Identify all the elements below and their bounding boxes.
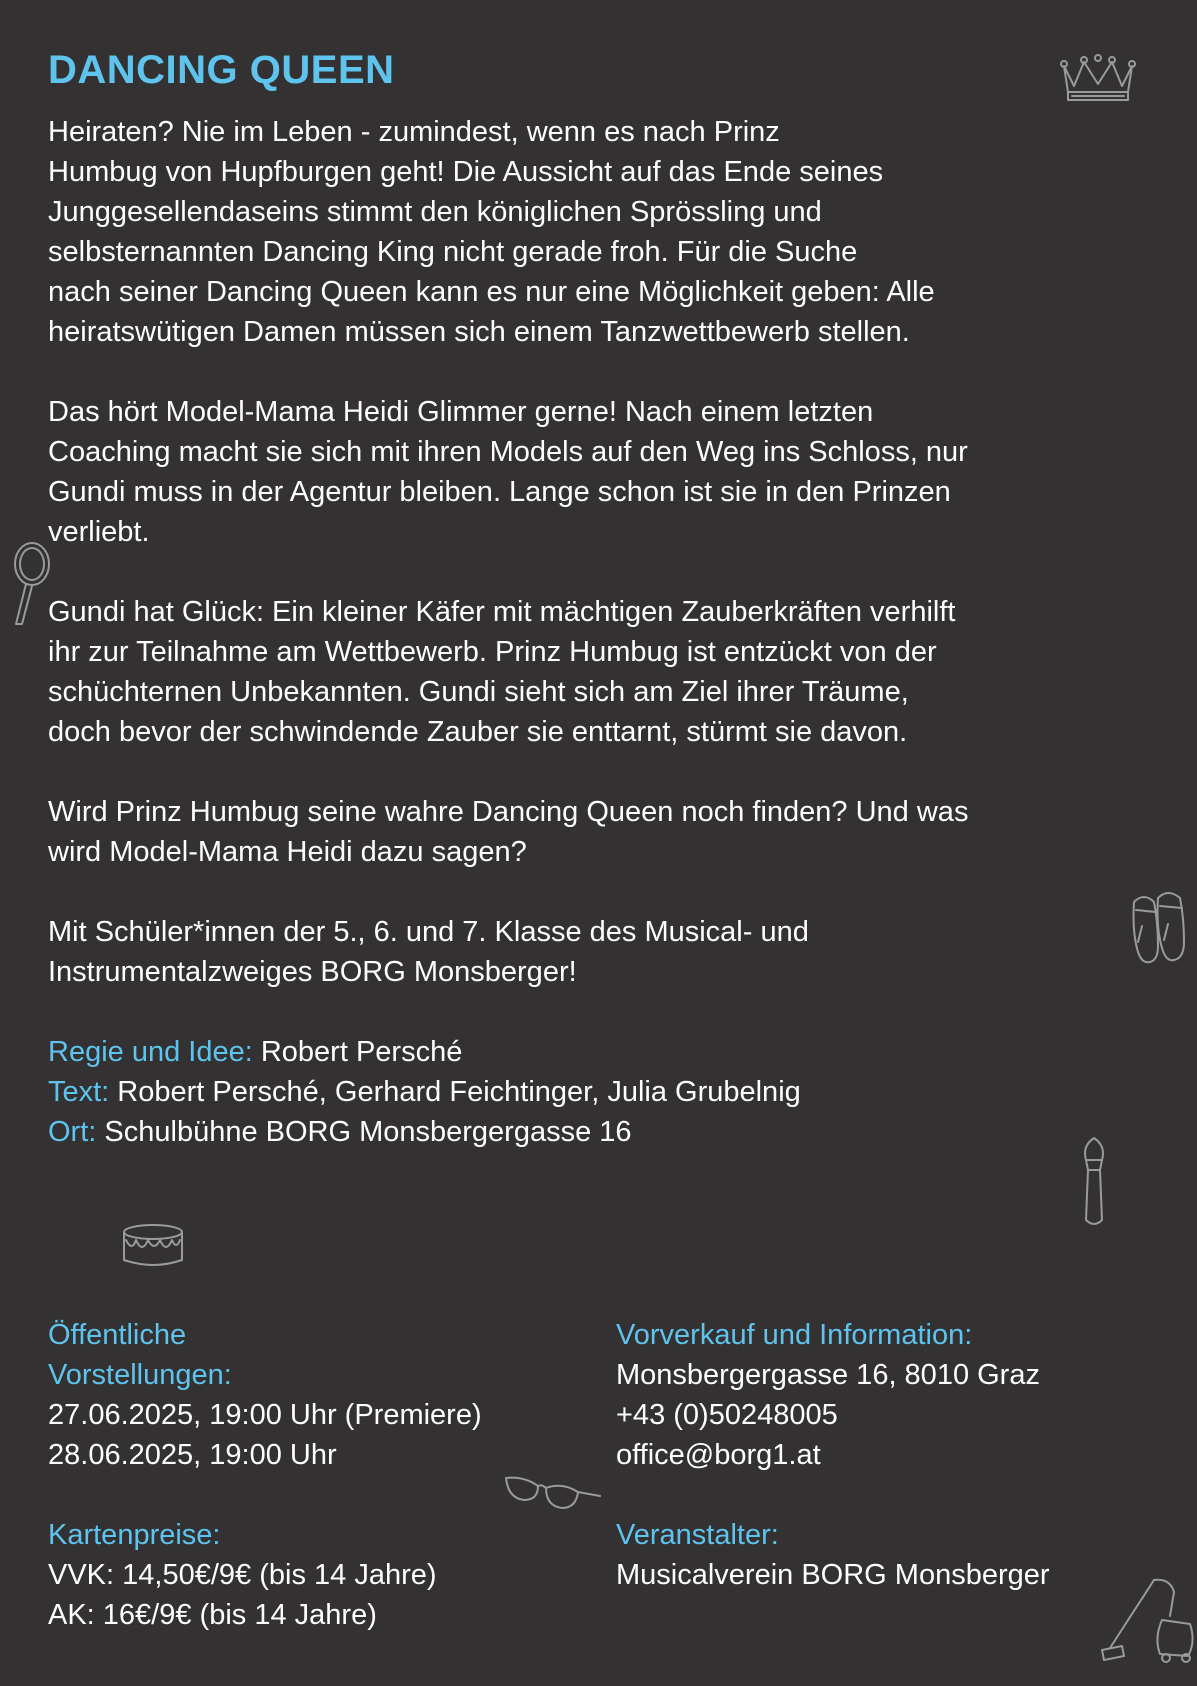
text-line: Instrumentalzweiges BORG Monsberger! bbox=[48, 956, 577, 988]
prices-heading: Kartenpreise: bbox=[48, 1519, 221, 1551]
text-line: Heiraten? Nie im Leben - zumindest, wenn es nach Prinz bbox=[48, 116, 780, 148]
credit-value: Robert Persché bbox=[252, 1036, 463, 1068]
text-line: Gundi muss in der Agentur bleiben. Lange schon ist sie in den Prinzen bbox=[48, 476, 951, 508]
text-line: heiratswütigen Damen müssen sich einem Tanzwettbewerb stellen. bbox=[48, 316, 910, 348]
text-line: Junggesellendaseins stimmt den königlichen Sprössling und bbox=[48, 196, 822, 228]
synopsis-paragraph bbox=[48, 392, 1158, 552]
text-line: schüchternen Unbekannten. Gundi sieht sich am Ziel ihrer Träume, bbox=[48, 676, 909, 708]
performances-heading: Vorstellungen: bbox=[48, 1359, 232, 1391]
credits bbox=[48, 1032, 1158, 1152]
performances-section bbox=[48, 1315, 482, 1475]
info-section bbox=[616, 1315, 1040, 1475]
credit-label: Regie und Idee: bbox=[48, 1036, 253, 1068]
credit-label: Ort: bbox=[48, 1116, 97, 1148]
performance-date: 27.06.2025, 19:00 Uhr (Premiere) bbox=[48, 1399, 482, 1431]
credit-value: Schulbühne BORG Monsbergergasse 16 bbox=[96, 1116, 632, 1148]
organizer-section bbox=[616, 1515, 1050, 1595]
performances-heading: Öffentliche bbox=[48, 1319, 187, 1351]
text-line: Mit Schüler*innen der 5., 6. und 7. Klasse des Musical- und bbox=[48, 916, 809, 948]
text-line: Coaching macht sie sich mit ihren Models auf den Weg ins Schloss, nur bbox=[48, 436, 968, 468]
synopsis bbox=[48, 112, 1158, 1152]
cake-icon bbox=[120, 1222, 186, 1272]
credit-text bbox=[48, 1072, 1158, 1112]
synopsis-paragraph bbox=[48, 592, 1158, 752]
info-phone: +43 (0)50248005 bbox=[616, 1399, 838, 1431]
info-address: Monsbergergasse 16, 8010 Graz bbox=[616, 1359, 1040, 1391]
page-title: DANCING QUEEN bbox=[48, 48, 395, 92]
price-line: AK: 16€/9€ (bis 14 Jahre) bbox=[48, 1599, 377, 1631]
organizer-name: Musicalverein BORG Monsberger bbox=[616, 1559, 1050, 1591]
text-line: selbsternannten Dancing King nicht gerade froh. Für die Suche bbox=[48, 236, 858, 268]
text-line: wird Model-Mama Heidi dazu sagen? bbox=[48, 836, 527, 868]
text-line: nach seiner Dancing Queen kann es nur eine Möglichkeit geben: Alle bbox=[48, 276, 935, 308]
text-line: Wird Prinz Humbug seine wahre Dancing Queen noch finden? Und was bbox=[48, 796, 969, 828]
sunglasses-icon bbox=[502, 1472, 602, 1520]
organizer-heading: Veranstalter: bbox=[616, 1519, 779, 1551]
text-line: Humbug von Hupfburgen geht! Die Aussicht auf das Ende seines bbox=[48, 156, 884, 188]
credit-direction bbox=[48, 1032, 1158, 1072]
text-line: Das hört Model-Mama Heidi Glimmer gerne! Nach einem letzten bbox=[48, 396, 874, 428]
performance-date: 28.06.2025, 19:00 Uhr bbox=[48, 1439, 337, 1471]
text-line: doch bevor der schwindende Zauber sie enttarnt, stürmt sie davon. bbox=[48, 716, 908, 748]
text-line: verliebt. bbox=[48, 516, 150, 548]
info-heading: Vorverkauf und Information: bbox=[616, 1319, 973, 1351]
synopsis-paragraph bbox=[48, 912, 1158, 992]
hand-mirror-icon bbox=[6, 540, 52, 628]
info-email: office@borg1.at bbox=[616, 1439, 821, 1471]
text-line: Gundi hat Glück: Ein kleiner Käfer mit mächtigen Zauberkräften verhilft bbox=[48, 596, 956, 628]
synopsis-paragraph bbox=[48, 792, 1158, 872]
crown-icon bbox=[1058, 52, 1138, 104]
credit-label: Text: bbox=[48, 1076, 110, 1108]
text-line: ihr zur Teilnahme am Wettbewerb. Prinz Humbug ist entzückt von der bbox=[48, 636, 937, 668]
synopsis-paragraph bbox=[48, 112, 1158, 352]
price-line: VVK: 14,50€/9€ (bis 14 Jahre) bbox=[48, 1559, 437, 1591]
vacuum-cleaner-icon bbox=[1100, 1576, 1196, 1666]
credit-value: Robert Persché, Gerhard Feichtinger, Julia Grubelnig bbox=[109, 1076, 801, 1108]
prices-section bbox=[48, 1515, 437, 1635]
credit-location bbox=[48, 1112, 1158, 1152]
